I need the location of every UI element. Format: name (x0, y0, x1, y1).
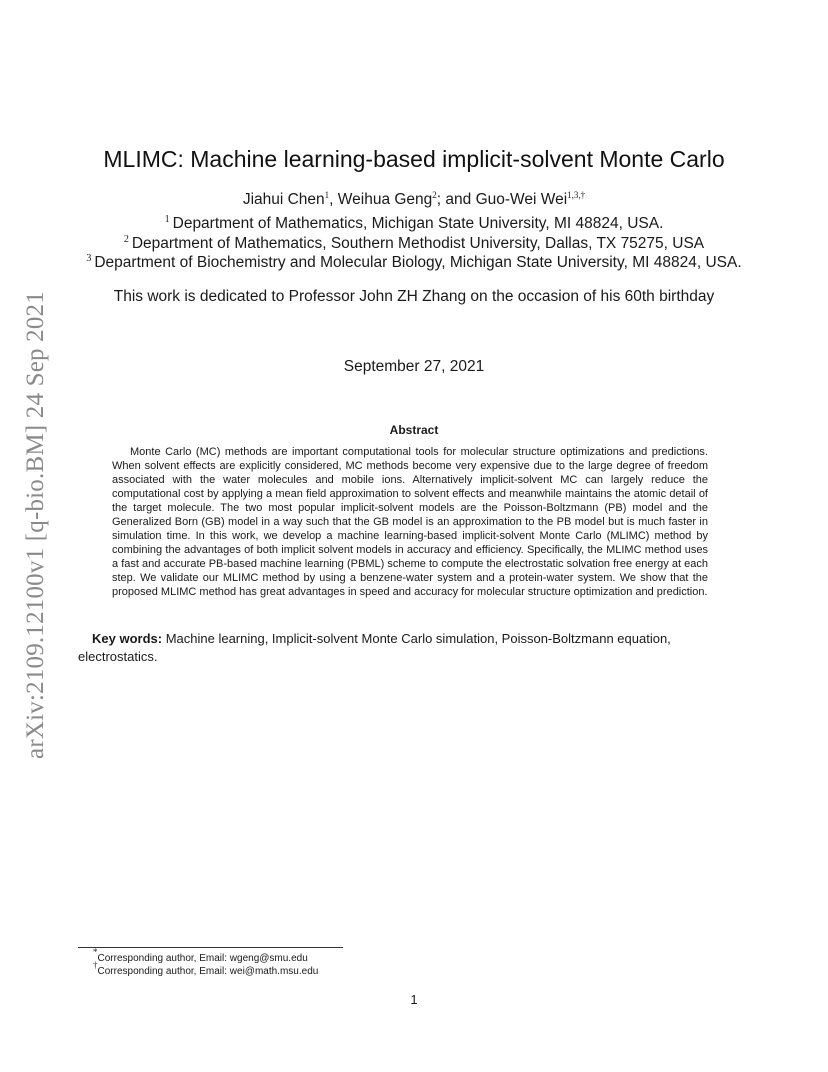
keywords-text: Machine learning, Implicit-solvent Monte Carlo simulation, Poisson-Boltzmann equation, electrostatics. (78, 631, 671, 664)
footnote-rule (78, 947, 343, 948)
author-list (0, 190, 828, 210)
keywords-label: Key words: (92, 631, 163, 646)
paper-title: MLIMC: Machine learning-based implicit-solvent Monte Carlo (103, 146, 725, 172)
abstract-heading: Abstract (389, 423, 439, 437)
affiliation-number: 1 (164, 214, 170, 225)
footnote-text: Corresponding author, Email: wei@math.msu.edu (97, 966, 319, 977)
affiliation-text: Department of Mathematics, Michigan State University, MI 48824, USA. (172, 215, 664, 232)
footnote-mark: * (93, 947, 98, 957)
affiliation (0, 249, 828, 273)
keywords (78, 630, 742, 666)
dedication: This work is dedicated to Professor John ZH Zhang on the occasion of his 60th birthday (113, 288, 715, 305)
author-sup: 2 (432, 190, 437, 200)
abstract-body: Monte Carlo (MC) methods are important computational tools for molecular structure optimizations and predictions. When solvent effects are explicitly considered, MC methods become very expensive due to the large degree of freedom associated with the water molecules and mobile ions. Alternatively implicit-solvent MC can largely reduce the computational cost by applying a mean field approximation to solvent effects and meanwhile maintains the atomic detail of the target molecule. The two most popular implicit-solvent models are the Poisson-Boltzmann (PB) model and the Generalized Born (GB) model in a way such that the GB model is an approximation to the PB model but is much faster in simulation time. In this work, we develop a machine learning-based implicit-solvent Monte Carlo (MLIMC) method by combining the advantages of both implicit solvent models in accuracy and efficiency. Specifically, the MLIMC method uses a fast and accurate PB-based machine learning (PBML) scheme to compute the electrostatic solvation free energy at each step. We validate our MLIMC method by using a benzene-water system and a protein-water system. We show that the proposed MLIMC method has great advantages in speed and accuracy for molecular structure optimization and prediction. (112, 446, 708, 598)
page-number: 1 (410, 992, 418, 1007)
paper-date: September 27, 2021 (343, 358, 485, 375)
affiliation-text: Department of Mathematics, Southern Methodist University, Dallas, TX 75275, USA (131, 235, 705, 252)
affiliation-text: Department of Biochemistry and Molecular Biology, Michigan State University, MI 48824, USA. (94, 254, 742, 271)
author-sup: 1,3,† (567, 190, 586, 200)
arxiv-id-text: arXiv:2109.12100v1 [q-bio.BM] 24 Sep 2021 (22, 291, 49, 759)
arxiv-sidebar-stamp (16, 270, 56, 780)
footnote-mark: † (93, 960, 98, 970)
author-sup: 1 (324, 190, 330, 200)
author-separator: , (329, 191, 338, 208)
affiliation-number: 3 (86, 253, 92, 264)
author-separator: ; and (436, 191, 476, 208)
author-name: Weihua Geng (337, 191, 433, 208)
footnote (93, 947, 308, 965)
affiliation-number: 2 (123, 234, 129, 245)
author-name: Jiahui Chen (242, 191, 325, 208)
author-name: Guo-Wei Wei (475, 191, 568, 208)
footnote (93, 960, 319, 978)
footnote-text: Corresponding author, Email: wgeng@smu.edu (97, 953, 308, 964)
